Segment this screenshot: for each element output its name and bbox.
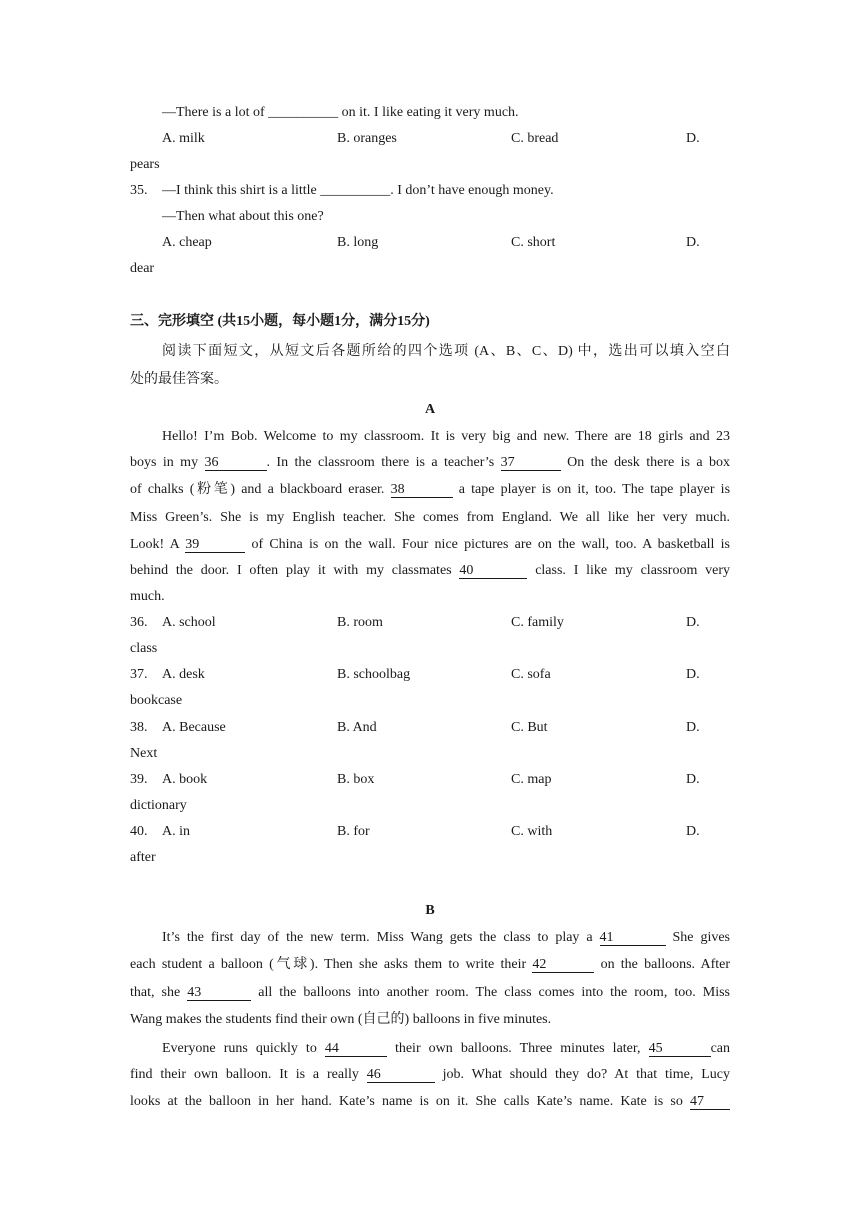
blank-37: 37 (501, 455, 561, 471)
q35-stem: —I think this shirt is a little __________. I don’t have enough money. (162, 183, 554, 198)
option-a: A. school (162, 615, 216, 630)
blank-47: 47 (690, 1094, 730, 1110)
q35-option-d: D. (686, 235, 700, 250)
option-c: C. map (511, 772, 552, 787)
option-d-text: Next (130, 746, 158, 761)
section-instructions-line2: 处的最佳答案。 (130, 372, 228, 387)
option-d-text: dictionary (130, 798, 187, 813)
passage-a-line6: behind the door. I often play it with my classmates 40 class. I like my classroom very (130, 563, 731, 578)
option-d: D. (686, 772, 700, 787)
option-a: A. desk (162, 667, 205, 682)
blank-39: 39 (185, 537, 245, 553)
option-d-text: bookcase (130, 693, 183, 708)
passage-a-line1: Hello! I’m Bob. Welcome to my classroom. It is very big and new. There are 18 girls and 23 (162, 429, 730, 444)
passage-b-title: B (425, 903, 435, 918)
passage-b-para1-line3: that, she 43 all the balloons into another room. The class comes into the room, too. Miss (130, 985, 731, 1000)
option-c: C. sofa (511, 667, 551, 682)
option-d: D. (686, 615, 700, 630)
question-number: 38. (130, 720, 148, 735)
q35-option-b: B. long (337, 235, 379, 250)
blank-36: 36 (205, 455, 267, 471)
passage-a-line2: boys in my 36 . In the classroom there is a teacher’s 37 On the desk there is a box (130, 455, 731, 470)
q34-option-b: B. oranges (337, 131, 397, 146)
blank-44: 44 (325, 1041, 387, 1057)
q35-option-a: A. cheap (162, 235, 212, 250)
question-number: 36. (130, 615, 148, 630)
option-d: D. (686, 720, 700, 735)
passage-b-para1-line1: It’s the first day of the new term. Miss Wang gets the class to play a 41 She gives (162, 930, 730, 945)
q35-option-c: C. short (511, 235, 556, 250)
q34-option-d: D. (686, 131, 700, 146)
option-b: B. schoolbag (337, 667, 411, 682)
passage-b-para2-line3: looks at the balloon in her hand. Kate’s name is on it. She calls Kate’s name. Kate is so 47 (130, 1093, 730, 1111)
blank-42: 42 (532, 957, 594, 973)
blank-38: 38 (391, 482, 453, 498)
q34-option-a: A. milk (162, 131, 205, 146)
passage-a-line4: Miss Green’s. She is my English teacher. She comes from England. We all like her very much. (130, 510, 730, 525)
section-instructions-line1: 阅读下面短文，从短文后各题所给的四个选项 (A、B、C、D) 中，选出可以填入空白 (162, 344, 730, 359)
q35-number: 35. (130, 183, 148, 198)
q34-stem: —There is a lot of __________ on it. I like eating it very much. (162, 105, 519, 120)
passage-a-line7: much. (130, 589, 165, 604)
question-number: 37. (130, 667, 148, 682)
option-b: B. room (337, 615, 383, 630)
passage-b-para1-line4: Wang makes the students find their own (自己的) balloons in five minutes. (130, 1012, 552, 1027)
blank-46: 46 (367, 1067, 435, 1083)
blank-41: 41 (600, 930, 666, 946)
option-d-text: after (130, 850, 156, 865)
option-c: C. family (511, 615, 564, 630)
option-d-text: class (130, 641, 158, 656)
question-number: 39. (130, 772, 148, 787)
option-b: B. for (337, 824, 370, 839)
option-a: A. in (162, 824, 190, 839)
blank-43: 43 (187, 985, 251, 1001)
option-b: B. box (337, 772, 375, 787)
passage-b-para2-line2: find their own balloon. It is a really 46 job. What should they do? At that time, Lucy (130, 1067, 731, 1082)
q34-option-c: C. bread (511, 131, 559, 146)
question-number: 40. (130, 824, 148, 839)
passage-a-title: A (424, 402, 436, 417)
q34-option-d-text: pears (130, 157, 160, 172)
option-c: C. with (511, 824, 553, 839)
passage-b-para1-line2: each student a balloon (气球). Then she asks them to write their 42 on the balloons. After (130, 957, 731, 972)
option-d: D. (686, 824, 700, 839)
option-d: D. (686, 667, 700, 682)
q35-option-d-text: dear (130, 261, 155, 276)
passage-b-para2-line1: Everyone runs quickly to 44 their own balloons. Three minutes later, 45 can (162, 1041, 730, 1056)
option-a: A. book (162, 772, 208, 787)
blank-40: 40 (459, 563, 527, 579)
q35-reply: —Then what about this one? (162, 209, 324, 224)
option-b: B. And (337, 720, 377, 735)
option-c: C. But (511, 720, 548, 735)
blank-45: 45 (649, 1041, 711, 1057)
option-a: A. Because (162, 720, 226, 735)
section-heading: 三、完形填空 (共15小题，每小题1分，满分15分) (130, 314, 430, 329)
passage-a-line3: of chalks (粉笔) and a blackboard eraser. 38 a tape player is on it, too. The tape player is (130, 482, 731, 497)
passage-a-line5: Look! A 39 of China is on the wall. Four nice pictures are on the wall, too. A basketball is (130, 537, 730, 552)
